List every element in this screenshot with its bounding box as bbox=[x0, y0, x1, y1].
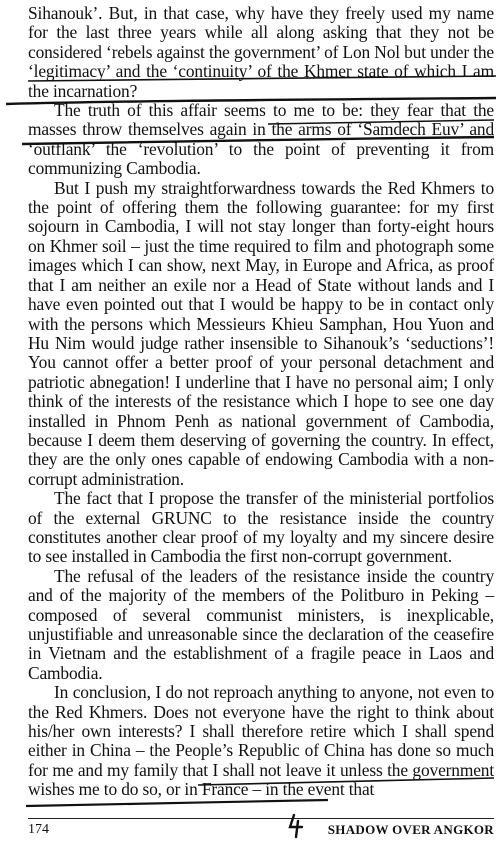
ink-underline-6 bbox=[26, 800, 328, 806]
paragraph-1: Sihanouk’. But, in that case, why have they freely used my name for the last three years while all along asking that they not be considered ‘rebels against the government’ of Lon Nol but under the ‘legitimacy’ and the ‘continuity’ of the Khmer state of which I am the incarnation? bbox=[28, 3, 494, 101]
handwritten-mark-icon bbox=[284, 813, 306, 839]
paragraph-3: But I push my straightforwardness towards the Red Khmers to the point of offering them the following guarantee: for my first sojourn in Cambodia, I will not stay longer than forty-eight hours on Khmer soil – just the time required to film and photograph some images which I can show, next May, in Europe and Africa, as proof that I am neither an exile nor a Head of State without lands and I have even pointed out that I would be happy to be in contact only with the persons which Messieurs Khieu Samphan, Hou Yuon and Hu Nim would judge rather insensible to Sihanouk’s ‘seductions’! You cannot offer a better proof of your personal detachment and patriotic abnegation! I underline that I have no personal aim; I only think of the interests of the resistance which I hope to see one day installed in Phnom Penh as national government of Cambodia, because I deem them deserving of governing the country. In effect, they are the only ones capable of endowing Cambodia with a non-corrupt administration. bbox=[28, 177, 494, 489]
paragraph-4: The fact that I propose the transfer of the ministerial portfolios of the external GRUNC to the resistance inside the country constitutes another clear proof of my loyalty and my sincere desire to see installed in Cambodia the first non-corrupt government. bbox=[28, 488, 494, 567]
running-head: SHADOW OVER ANGKOR bbox=[327, 822, 494, 837]
paragraph-2: The truth of this affair seems to me to be: they fear that the masses throw themselves again in the arms of ‘Samdech Euv’ and ‘outflank’ the ‘revolution’ to the point of preventing it from communizing Cambodia. bbox=[28, 100, 494, 179]
footer-rule bbox=[28, 818, 494, 819]
page-number: 174 bbox=[28, 822, 49, 837]
paragraph-5: The refusal of the leaders of the resistance inside the country and of the majority of the members of the Politburo in Peking – composed of several communist ministers, is inexplicable, unjustifiable and unreasonable since the declaration of the ceasefire in Vietnam and the establishment of a fragile peace in Laos and Cambodia. bbox=[28, 565, 494, 683]
body-text bbox=[28, 4, 494, 800]
paragraph-6: In conclusion, I do not reproach anything to anyone, not even to the Red Khmers. Does not everyone have the right to think about his/her own interests? I shall therefore retire which I shall spend either in China – the People’s Republic of China has done so much for me and my family that I shall not leave it unless the government wishes me to do so, or in France – in the event that bbox=[28, 682, 494, 800]
page-footer bbox=[28, 818, 494, 840]
